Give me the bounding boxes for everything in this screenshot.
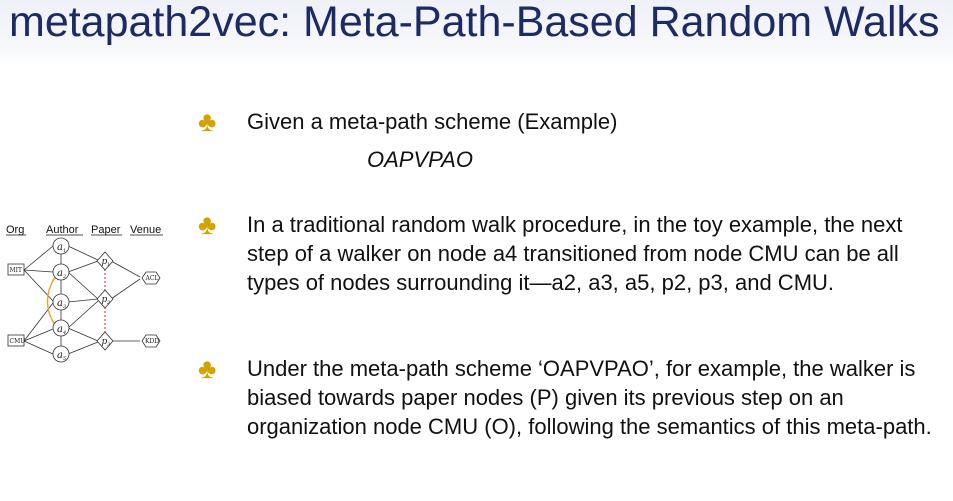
svg-text:KDD: KDD [145,338,160,345]
svg-text:1: 1 [63,248,67,254]
svg-text:3: 3 [63,304,67,310]
author-node-a2 [53,264,69,280]
venue-node-acl [142,272,160,284]
bullet-2-text: In a traditional random walk procedure, in the toy example, the next step of a walker on node a4 transitioned from node CMU can be all types of nodes surrounding it—a2, a3, a5, p2, p3, and CMU. [247,212,903,295]
author-node-a3 [53,294,69,310]
author-node-a1 [53,238,69,254]
club-bullet-icon: ♣ [198,353,217,384]
toy-network-diagram [0,215,175,375]
header-venue: Venue [130,224,162,236]
paper-node-p2 [97,290,113,308]
svg-text:CMU: CMU [9,338,26,345]
venue-node-kdd [142,335,160,347]
svg-text:p: p [101,337,108,347]
svg-text:p: p [101,295,108,305]
header-author: Author [46,224,79,236]
svg-text:3: 3 [107,342,111,348]
svg-text:a: a [57,298,63,309]
svg-text:1: 1 [107,262,111,268]
svg-text:2: 2 [63,274,67,280]
club-bullet-icon: ♣ [198,209,217,240]
paper-node-p3 [97,332,113,350]
slide-title: metapath2vec: Meta-Path-Based Random Walks [9,0,940,46]
author-node-a4 [53,320,69,336]
bullet-1-text: Given a meta-path scheme (Example) [247,109,618,134]
meta-path-scheme: OAPVPAO [367,147,473,172]
svg-text:a: a [57,242,63,253]
header-paper: Paper [91,224,121,236]
org-node-mit [8,264,24,275]
header-org: Org [6,224,25,236]
paper-node-p1 [97,252,113,270]
club-bullet-icon: ♣ [198,106,217,137]
svg-text:5: 5 [63,356,67,362]
svg-text:2: 2 [107,300,111,306]
svg-text:4: 4 [63,330,67,336]
org-node-cmu [8,335,25,346]
svg-text:a: a [57,324,63,335]
network-edges [24,246,140,354]
bullet-3-text: Under the meta-path scheme ‘OAPVPAO’, for example, the walker is biased towards paper nodes (P) given its previous step on an organization node CMU (O), following the semantics of this meta-path. [247,356,932,439]
svg-text:p: p [101,257,108,267]
svg-text:ACL: ACL [145,275,159,282]
author-node-a5 [53,346,69,362]
svg-text:a: a [57,268,63,279]
svg-text:MIT: MIT [9,267,23,274]
svg-text:a: a [57,350,63,361]
